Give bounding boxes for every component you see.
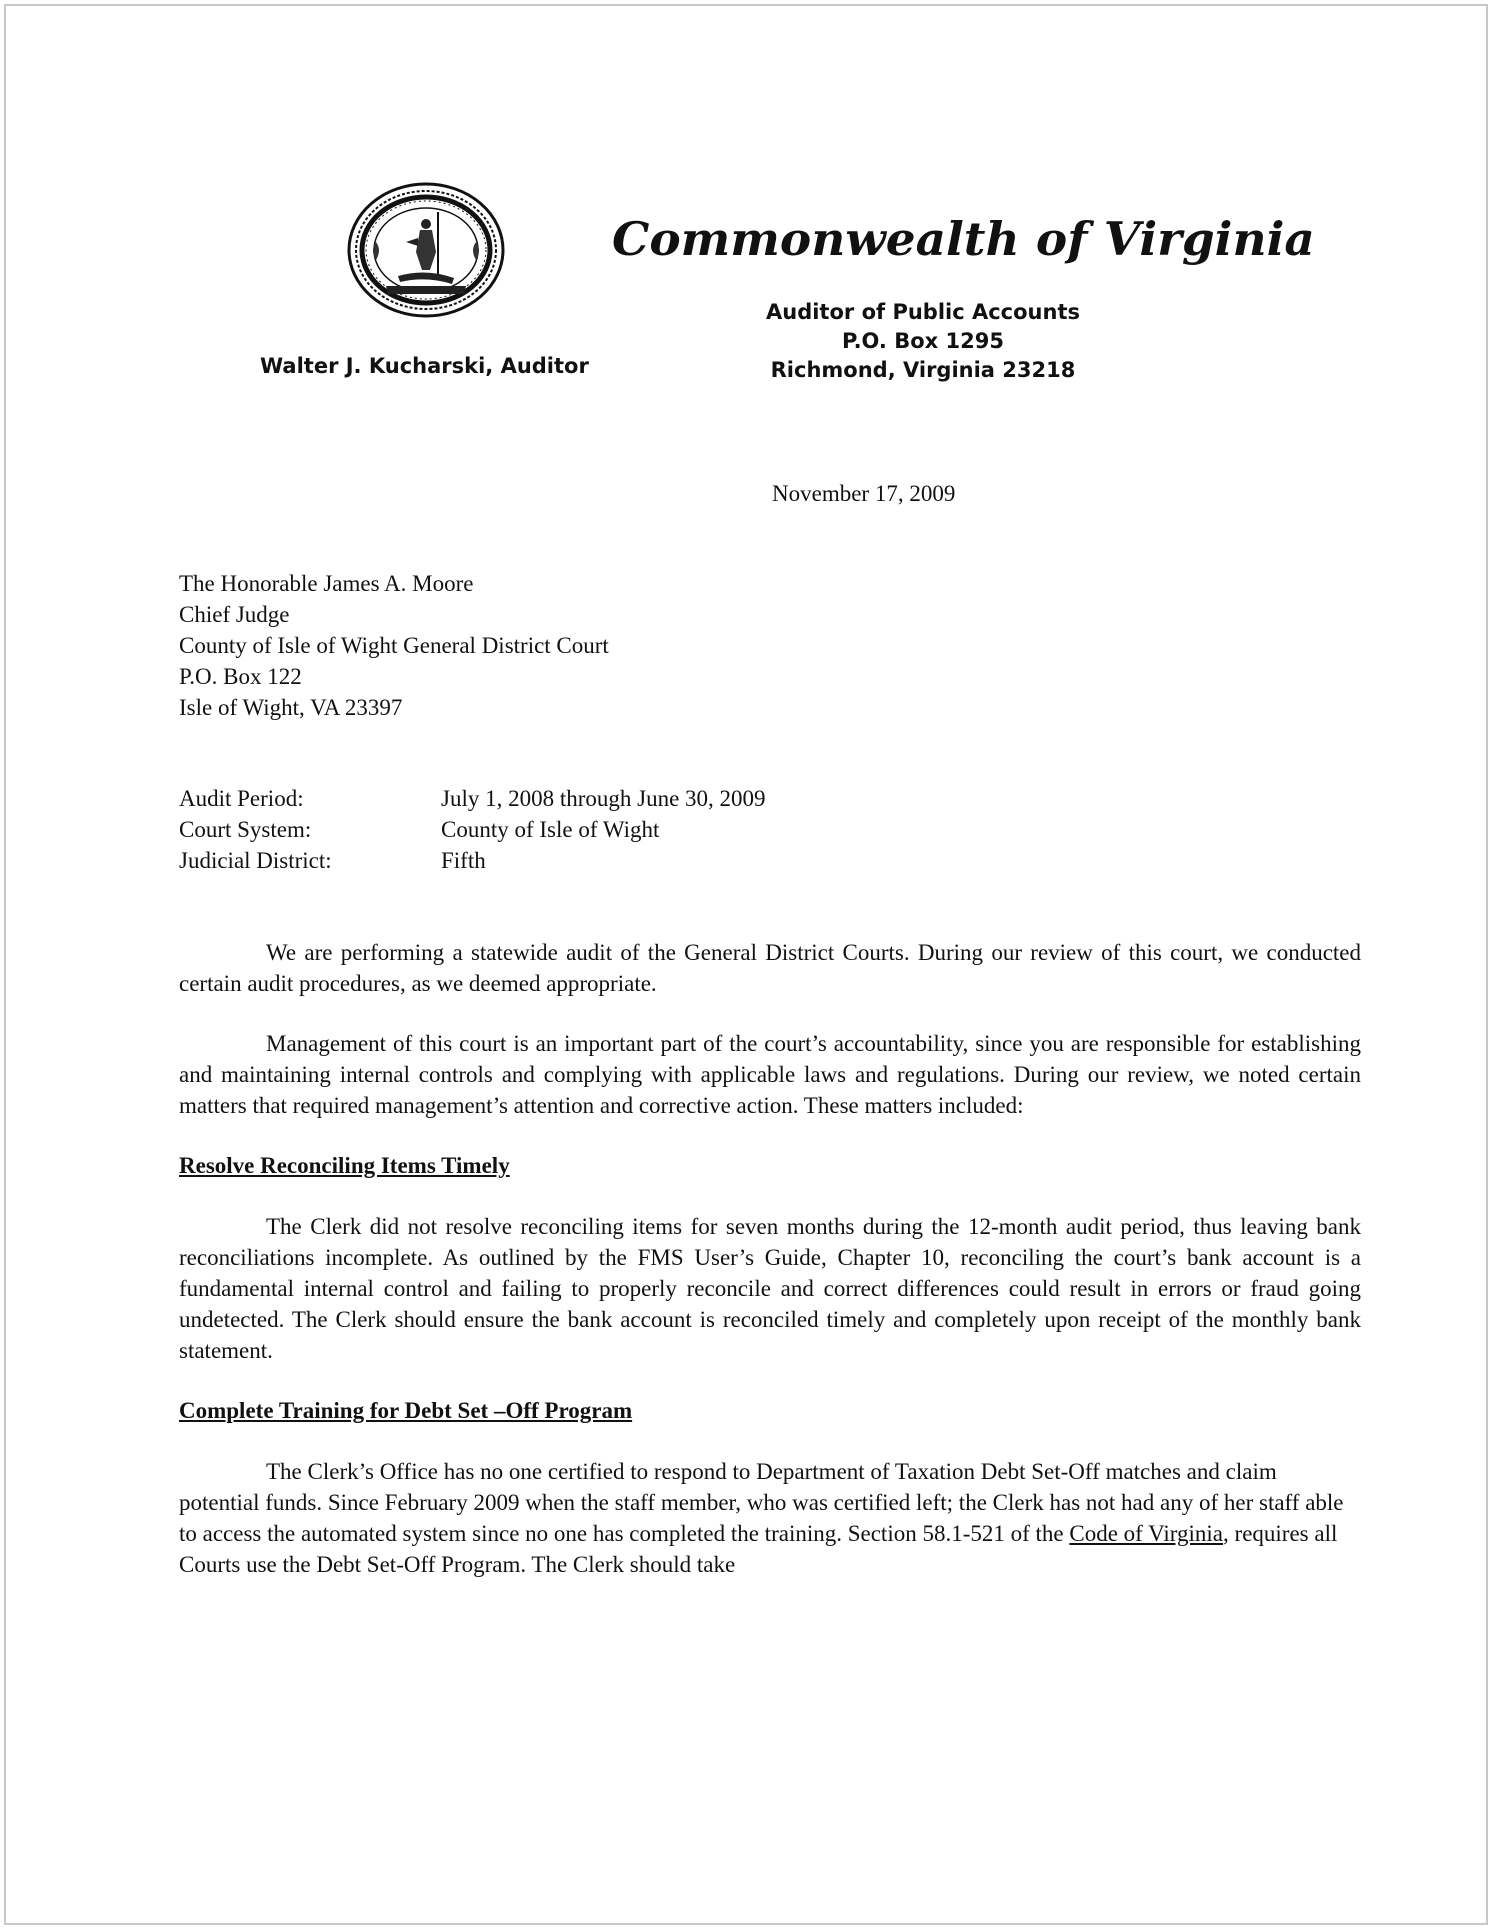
judicial-district-label: Judicial District: bbox=[179, 848, 332, 873]
heading-debt-setoff: Complete Training for Debt Set –Off Program bbox=[179, 1398, 633, 1423]
debt-text-2: , requires all Courts use the Debt Set-Off Program. The Clerk should take bbox=[179, 1521, 1338, 1577]
intro-paragraph: We are performing a statewide audit of the General District Courts. During our review of this court, we conducted certain audit procedures, as we deemed appropriate. bbox=[179, 940, 1361, 996]
addressee-name: The Honorable James A. Moore bbox=[179, 571, 474, 596]
letter-body bbox=[179, 937, 1361, 1609]
reconciling-paragraph: The Clerk did not resolve reconciling items for seven months during the 12-month audit period, thus leaving bank reconciliations incomplete. As outlined by the FMS User’s Guide, Chapter 10, reconciling the court’s bank account is a fundamental internal control and failing to properly reconcile and correct differences could result in errors or fraud going undetected. The Clerk should ensure the bank account is reconciled timely and completely upon receipt of the monthly bank statement. bbox=[179, 1214, 1361, 1363]
judicial-district-row bbox=[179, 845, 766, 876]
debt-setoff-paragraph bbox=[179, 1456, 1361, 1580]
commonwealth-title: Commonwealth of Virginia bbox=[612, 212, 1315, 266]
addressee-box: P.O. Box 122 bbox=[179, 664, 302, 689]
addressee-title: Chief Judge bbox=[179, 602, 290, 627]
audit-period-row bbox=[179, 783, 766, 814]
debt-text-1: The Clerk’s Office has no one certified to respond to Department of Taxation Debt Set-Off matches and claim potential funds. Since February 2009 when the staff member, who was certified left; the Clerk has not had any of her staff able to access the automated system since no one has completed the training. Section 58.1-521 of the bbox=[179, 1459, 1344, 1546]
code-of-virginia-reference: Code of Virginia bbox=[1069, 1521, 1224, 1546]
court-system-row bbox=[179, 814, 766, 845]
court-system-value: County of Isle of Wight bbox=[441, 817, 660, 842]
virginia-seal-icon bbox=[346, 182, 506, 318]
office-box: P.O. Box 1295 bbox=[842, 329, 1004, 353]
letter-date: November 17, 2009 bbox=[772, 481, 956, 506]
office-name: Auditor of Public Accounts bbox=[766, 300, 1080, 324]
audit-period-value: July 1, 2008 through June 30, 2009 bbox=[441, 786, 766, 811]
addressee-city: Isle of Wight, VA 23397 bbox=[179, 695, 403, 720]
heading-reconciling: Resolve Reconciling Items Timely bbox=[179, 1153, 510, 1178]
addressee-block bbox=[179, 568, 609, 723]
office-city: Richmond, Virginia 23218 bbox=[770, 358, 1076, 382]
audit-info bbox=[179, 783, 766, 876]
management-paragraph: Management of this court is an important part of the court’s accountability, since you are responsible for establishing and maintaining internal controls and complying with applicable laws and regulations. During our review, we noted certain matters that required management’s attention and corrective action. These matters included: bbox=[179, 1031, 1361, 1118]
audit-period-label: Audit Period: bbox=[179, 786, 304, 811]
office-address bbox=[758, 298, 1088, 385]
addressee-court: County of Isle of Wight General District Court bbox=[179, 633, 609, 658]
auditor-name: Walter J. Kucharski, Auditor bbox=[260, 354, 589, 378]
court-system-label: Court System: bbox=[179, 817, 312, 842]
judicial-district-value: Fifth bbox=[441, 848, 486, 873]
